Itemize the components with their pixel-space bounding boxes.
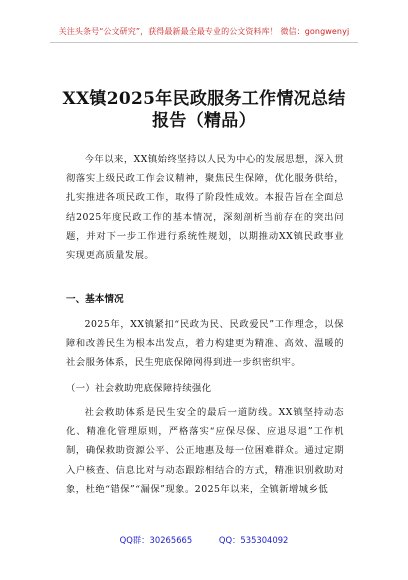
header-divider	[50, 42, 358, 43]
section-1	[66, 290, 344, 309]
document-title: XX镇2025年民政服务工作情况总结报告（精品）	[62, 89, 346, 131]
section-1-paragraph: 2025年，XX镇紧扣“民政为民、民政爱民”工作理念，以保障和改善民生为根本出发点，着力构建更为精准、高效、温暖的社会服务体系，民生兜底保障网得到进一步织密织牢。	[66, 319, 344, 369]
document-body	[66, 150, 344, 265]
section-1-heading: 一、基本情况	[66, 294, 124, 305]
footer-qq: QQ：535304092	[218, 535, 289, 545]
subsection-1-body	[66, 403, 344, 499]
intro-paragraph: 今年以来，XX镇始终坚持以人民为中心的发展思想，深入贯彻落实上级民政工作会议精神，聚焦民生保障，优化服务供给，扎实推进各项民政工作，取得了阶段性成效。本报告旨在全面总结2025年度民政工作的基本情况，深刻剖析当前存在的突出问题，并对下一步工作进行系统性规划，以期推动XX镇民政事业实现更高质量发展。	[66, 154, 344, 262]
footer-contact	[0, 534, 408, 546]
subsection-1	[66, 379, 344, 398]
subsection-1-heading: （一）社会救助兜底保障持续强化	[66, 383, 212, 394]
section-1-body	[66, 315, 344, 373]
footer-qq-group: QQ群：30265665	[119, 535, 193, 545]
subsection-1-paragraph: 社会救助体系是民生安全的最后一道防线。XX镇坚持动态化、精准化管理原则，严格落实“应保尽保、应退尽退”工作机制，确保救助资源公平、公正地惠及每一位困难群众。通过定期入户核查、信息比对与动态跟踪相结合的方式，精准识别救助对象，杜绝“错保”“漏保”现象。2025年以来，全镇新增城乡低	[66, 407, 344, 495]
header-note: 关注头条号“公文研究”，获得最新最全最专业的公文资料库！ 微信：gongwenyj	[58, 27, 350, 36]
